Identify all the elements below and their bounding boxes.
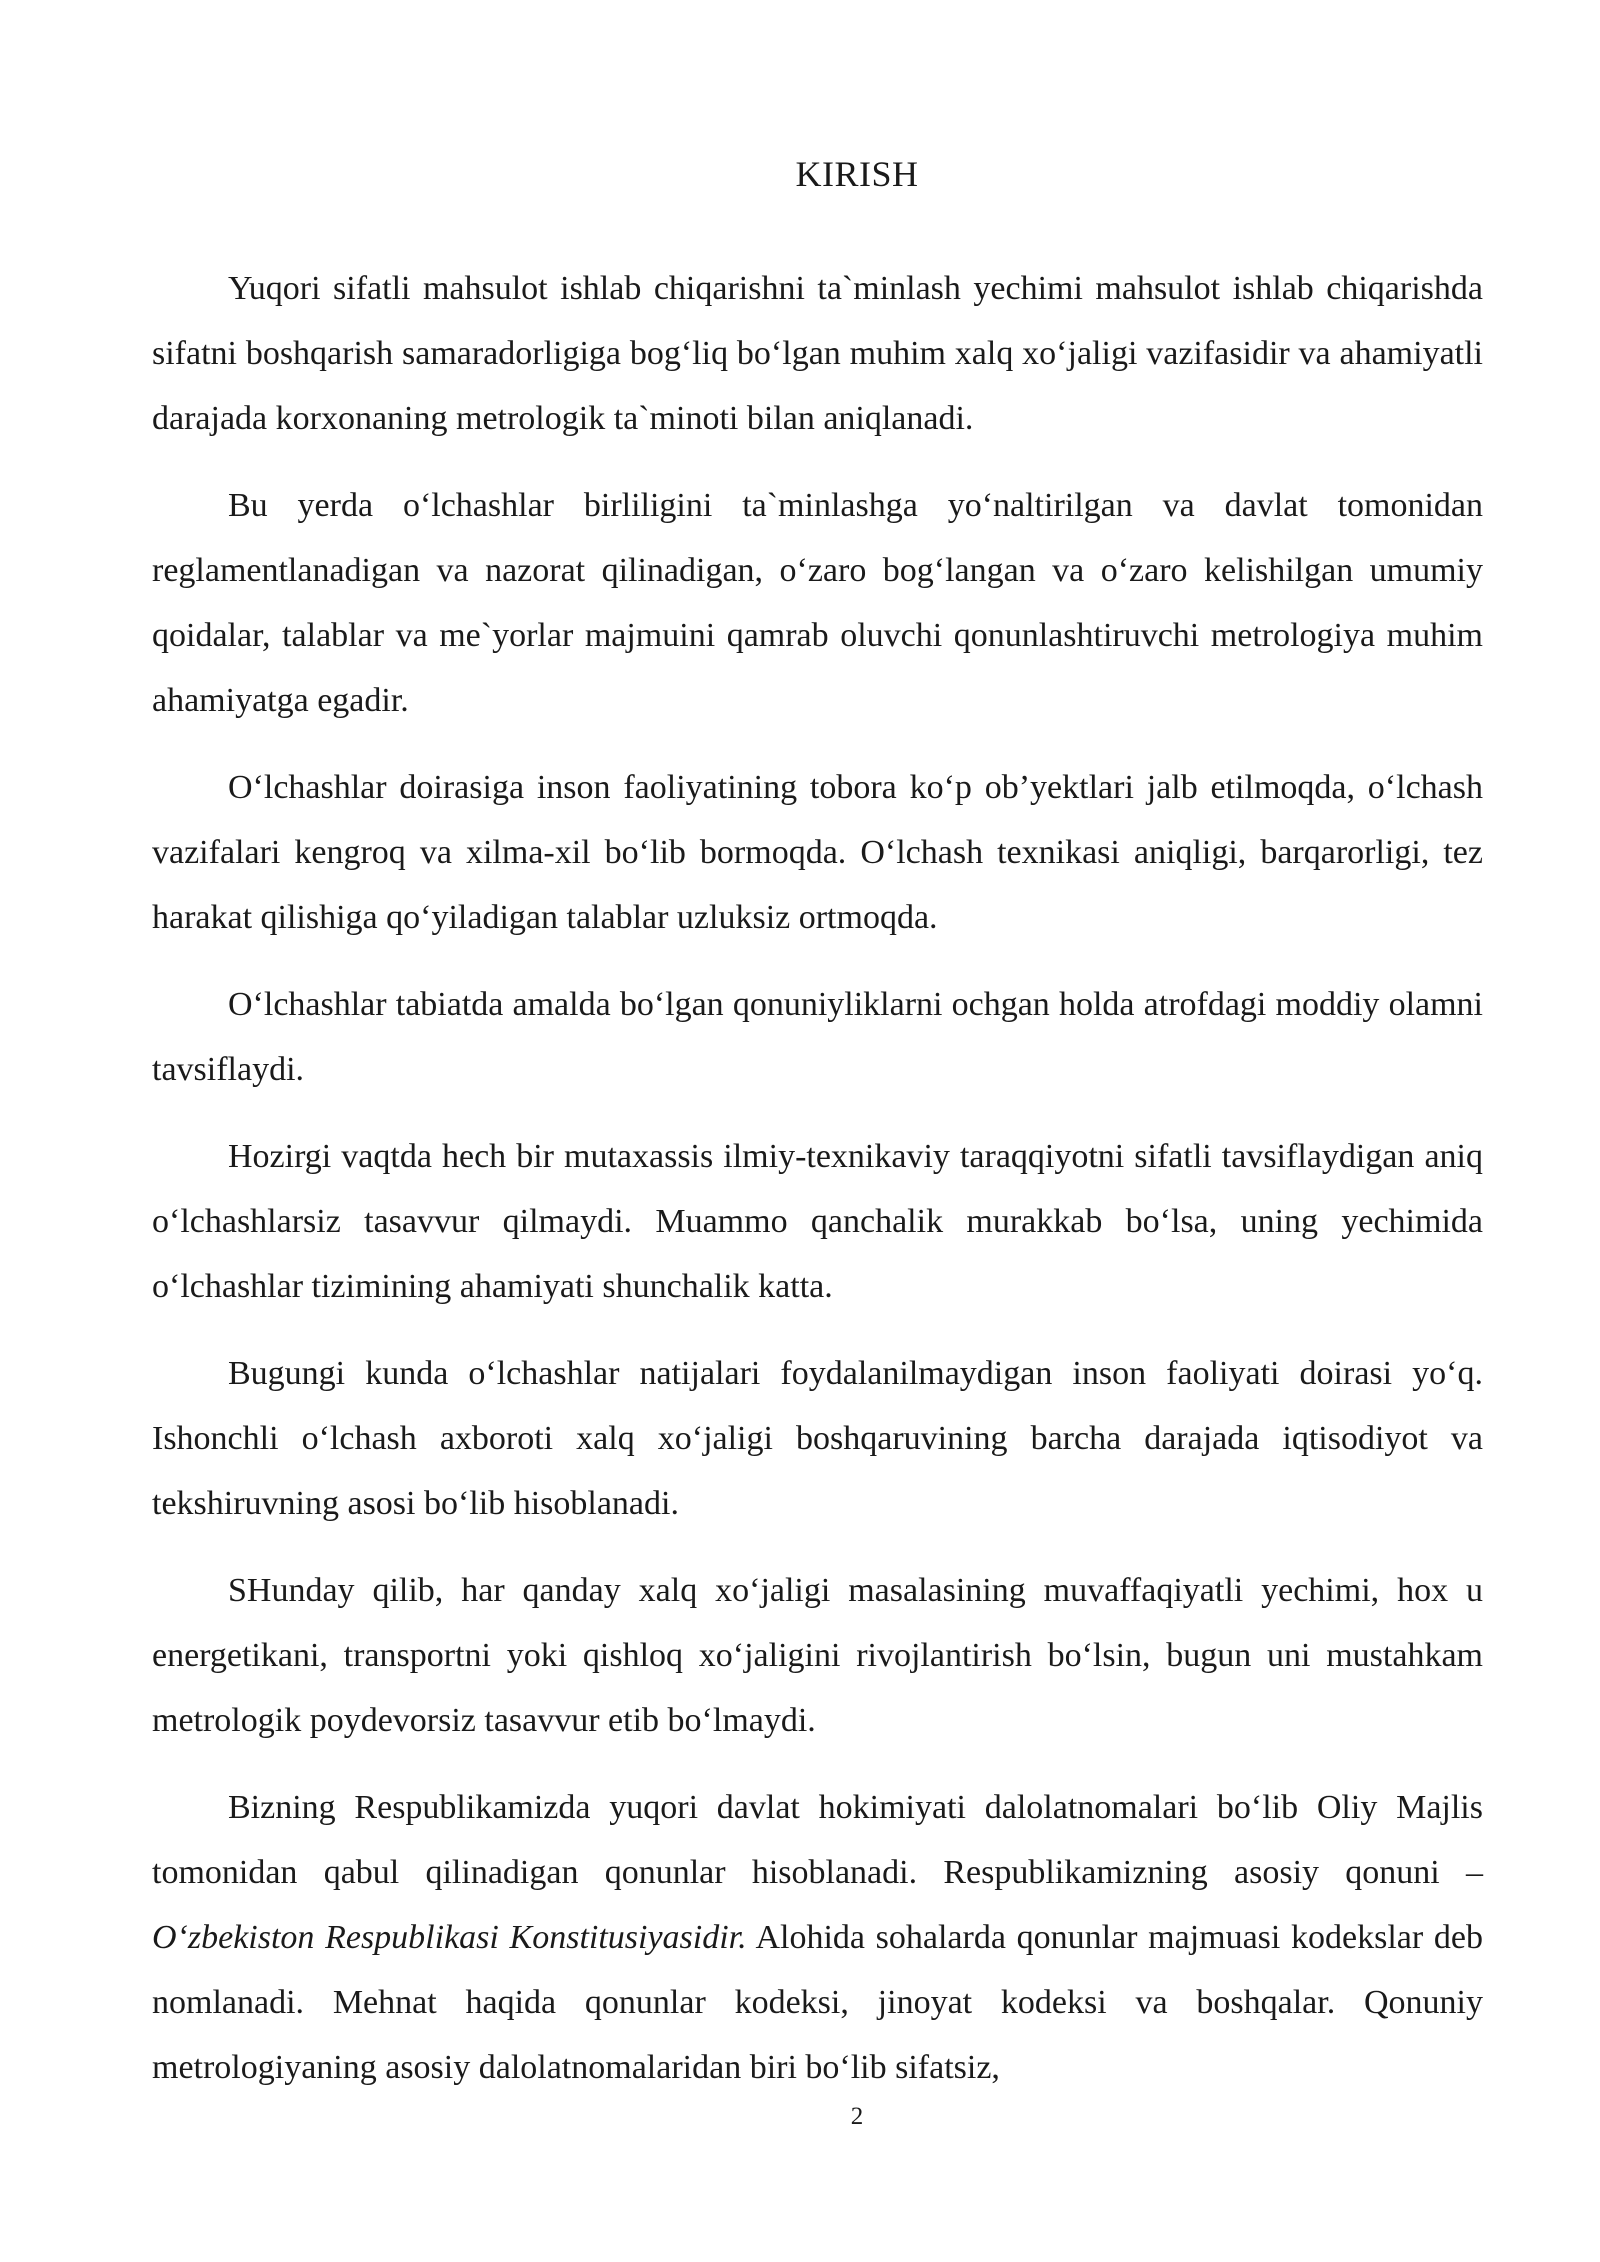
page-title: KIRISH xyxy=(795,154,919,194)
paragraph-8-text-start: Bizning Respublikamizda yuqori davlat hokimiyati dalolatnomalari bo‘lib Oliy Majlis tomonidan qabul qilinadigan qonunlar hisoblanadi. Respublikamizning asosiy qonuni – xyxy=(152,1789,1483,1891)
paragraph-5: Hozirgi vaqtda hech bir mutaxassis ilmiy-texnikaviy taraqqiyotni sifatli tavsiflaydigan aniq o‘lchashlarsiz tasavvur qilmaydi. Muammo qanchalik murakkab bo‘lsa, uning yechimida o‘lchashlar tizimining ahamiyati shunchalik katta. xyxy=(152,1138,1483,1305)
paragraph-3: O‘lchashlar doirasiga inson faoliyatining tobora ko‘p ob’yektlari jalb etilmoqda, o‘lchash vazifalari kengroq va xilma-xil bo‘lib bormoqda. O‘lchash texnikasi aniqligi, barqarorligi, tez harakat qilishiga qo‘yiladigan talablar uzluksiz ortmoqda. xyxy=(152,769,1483,936)
document-body xyxy=(152,256,1483,2122)
paragraph-2: Bu yerda o‘lchashlar birliligini ta`minlashga yo‘naltirilgan va davlat tomonidan reglamentlanadigan va nazorat qilinadigan, o‘zaro bog‘langan va o‘zaro kelishilgan umumiy qoidalar, talablar va me`yorlar majmuini qamrab oluvchi qonunlashtiruvchi metrologiya muhim ahamiyatga egadir. xyxy=(152,487,1483,719)
paragraph-1: Yuqori sifatli mahsulot ishlab chiqarishni ta`minlash yechimi mahsulot ishlab chiqarishda sifatni boshqarish samaradorligiga bog‘liq bo‘lgan muhim xalq xo‘jaligi vazifasidir va ahamiyatli darajada korxonaning metrologik ta`minoti bilan aniqlanadi. xyxy=(152,270,1483,437)
paragraph-7: SHunday qilib, har qanday xalq xo‘jaligi masalasining muvaffaqiyatli yechimi, hox u energetikani, transportni yoki qishloq xo‘jaligini rivojlantirish bo‘lsin, bugun uni mustahkam metrologik poydevorsiz tasavvur etib bo‘lmaydi. xyxy=(152,1572,1483,1739)
page-number: 2 xyxy=(850,2103,864,2130)
paragraph-8 xyxy=(152,1775,1483,2100)
paragraph-8-text-end: Alohida sohalarda qonunlar majmuasi kodekslar deb nomlanadi. Mehnat haqida qonunlar kodeksi, jinoyat kodeksi va boshqalar. Qonuniy metrologiyaning asosiy dalolatnomalaridan biri bo‘lib sifatsiz, xyxy=(152,1919,1483,2086)
constitution-reference: O‘zbekiston Respublikasi Konstitusiyasidir. xyxy=(152,1919,747,1956)
paragraph-4: O‘lchashlar tabiatda amalda bo‘lgan qonuniyliklarni ochgan holda atrofdagi moddiy olamni tavsiflaydi. xyxy=(152,986,1483,1088)
paragraph-6: Bugungi kunda o‘lchashlar natijalari foydalanilmaydigan inson faoliyati doirasi yo‘q. Ishonchli o‘lchash axboroti xalq xo‘jaligi boshqaruvining barcha darajada iqtisodiyot va tekshiruvning asosi bo‘lib hisoblanadi. xyxy=(152,1355,1483,1522)
